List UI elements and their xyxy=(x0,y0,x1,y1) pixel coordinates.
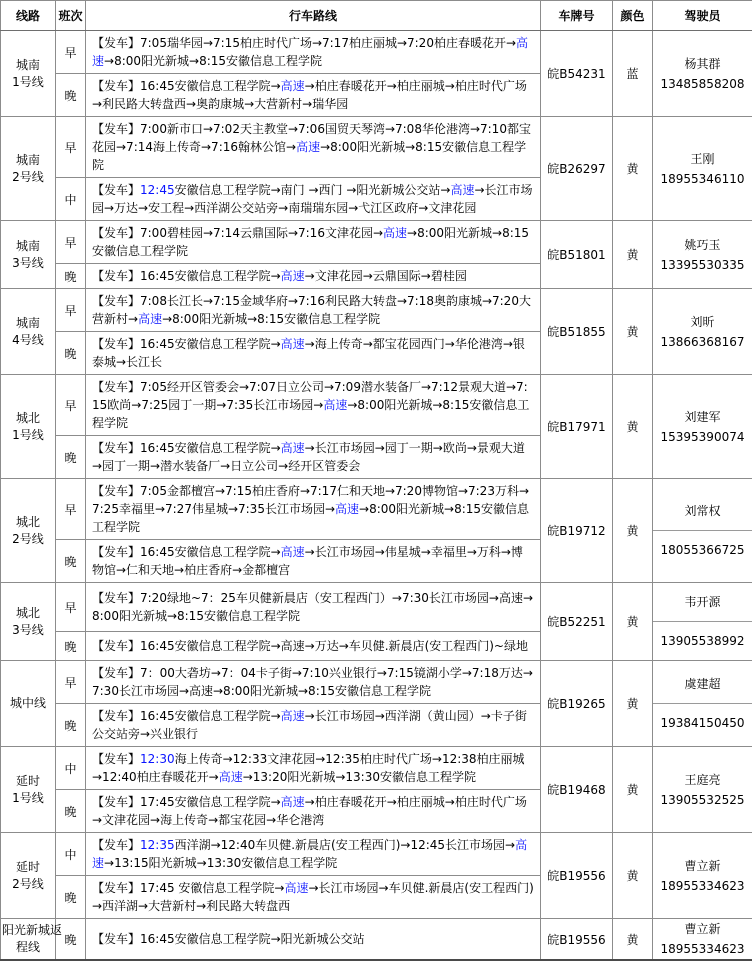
table-row xyxy=(1,221,752,264)
bus-color: 黄 xyxy=(613,375,653,479)
route-segment: 【发车】17:45 安徽信息工程学院→ xyxy=(92,881,284,895)
route-segment: 【发车】16:45安徽信息工程学院→高速→万达→车贝健.新晨店(安工程西门)~绿地 xyxy=(92,639,528,653)
driver-cell xyxy=(653,289,752,375)
shift-label: 早 xyxy=(56,221,86,264)
highlighted-route-text: 高速 xyxy=(335,502,359,516)
driver-name: 刘常权 xyxy=(653,492,752,531)
plate-number: 皖B17971 xyxy=(541,375,613,479)
line-name: 城南 4号线 xyxy=(1,289,56,375)
route-text xyxy=(86,833,541,876)
plate-number: 皖B52251 xyxy=(541,583,613,661)
shift-label: 早 xyxy=(56,117,86,178)
driver-cell xyxy=(653,583,752,661)
bus-color: 蓝 xyxy=(613,31,653,117)
table-row xyxy=(1,117,752,178)
driver-phone: 13866368167 xyxy=(653,332,752,352)
driver-name: 虞建超 xyxy=(653,665,752,704)
route-segment: 【发车】7:20绿地~7：25车贝健新晨店（安工程西门）→7:30长江市场园→高速→8:00阳光新城→8:15安徽信息工程学院 xyxy=(92,591,533,623)
bus-color: 黄 xyxy=(613,583,653,661)
driver-phone: 19384150450 xyxy=(653,704,752,742)
highlighted-route-text: 高速 xyxy=(281,795,305,809)
shift-label: 晚 xyxy=(56,264,86,289)
route-segment: 【发车】 xyxy=(92,752,140,766)
plate-number: 皖B54231 xyxy=(541,31,613,117)
table-row xyxy=(1,661,752,704)
line-name: 延时 1号线 xyxy=(1,747,56,833)
driver-phone: 13395530335 xyxy=(653,255,752,275)
table-row xyxy=(1,833,752,876)
route-text xyxy=(86,74,541,117)
route-text xyxy=(86,178,541,221)
column-header: 班次 xyxy=(56,1,86,31)
table-row xyxy=(1,747,752,790)
driver-phone: 18955346110 xyxy=(653,169,752,189)
route-segment: 安徽信息工程学院→南门 →西门 →阳光新城公交站→ xyxy=(175,183,451,197)
bus-color: 黄 xyxy=(613,479,653,583)
route-text xyxy=(86,117,541,178)
route-segment: →长江市场园→万达→安工程→西洋湖公交站旁→南瑞瑞东园→弋江区政府→文津花园 xyxy=(92,183,533,215)
line-name: 城北 3号线 xyxy=(1,583,56,661)
route-segment: →柏庄春暖花开→柏庄丽城→柏庄时代广场→文津花园→海上传奇→都宝花园→华仑港湾 xyxy=(92,795,527,827)
shift-label: 早 xyxy=(56,479,86,540)
route-text xyxy=(86,583,541,632)
highlighted-route-text: 高速 xyxy=(281,337,305,351)
shift-label: 中 xyxy=(56,178,86,221)
shift-label: 中 xyxy=(56,833,86,876)
header-row xyxy=(1,1,752,31)
shift-label: 早 xyxy=(56,31,86,74)
shift-label: 晚 xyxy=(56,540,86,583)
route-segment: →13:20阳光新城→13:30安徽信息工程学院 xyxy=(243,770,476,784)
table-row xyxy=(1,583,752,632)
route-text xyxy=(86,704,541,747)
route-segment: 【发车】16:45安徽信息工程学院→ xyxy=(92,709,281,723)
route-text xyxy=(86,375,541,436)
route-text xyxy=(86,876,541,919)
driver-phone: 18955334623 xyxy=(653,939,752,959)
route-segment: →长江市场园→伟星城→幸福里→万科→博物馆→仁和天地→柏庄香府→金都檀宫 xyxy=(92,545,523,577)
route-segment: 【发车】7:00新市口→7:02天主教堂→7:06国贸天琴湾→7:08华伦港湾→7:10都宝花园→7:14海上传奇→7:16翰林公馆→ xyxy=(92,122,531,154)
route-segment: →长江市场园→西洋湖（黄山园）→卡子街公交站旁→兴业银行 xyxy=(92,709,527,741)
plate-number: 皖B51801 xyxy=(541,221,613,289)
route-text xyxy=(86,632,541,661)
table-row xyxy=(1,375,752,436)
route-segment: 【发车】16:45安徽信息工程学院→ xyxy=(92,269,281,283)
driver-cell xyxy=(653,661,752,747)
driver-cell xyxy=(653,31,752,117)
table-row xyxy=(1,289,752,332)
route-text xyxy=(86,332,541,375)
driver-cell xyxy=(653,833,752,919)
plate-number: 皖B19556 xyxy=(541,833,613,919)
bus-color: 黄 xyxy=(613,221,653,289)
line-name: 城北 1号线 xyxy=(1,375,56,479)
driver-phone: 18955334623 xyxy=(653,876,752,896)
line-name: 城南 3号线 xyxy=(1,221,56,289)
bus-color: 黄 xyxy=(613,833,653,919)
route-segment: 【发车】 xyxy=(92,838,140,852)
route-text xyxy=(86,747,541,790)
line-name: 城北 2号线 xyxy=(1,479,56,583)
highlighted-route-text: 12:30 xyxy=(140,752,175,766)
shift-label: 晚 xyxy=(56,919,86,961)
column-header: 驾驶员 xyxy=(653,1,752,31)
route-segment: →柏庄春暖花开→柏庄丽城→柏庄时代广场→利民路大转盘西→奥韵康城→大营新村→瑞华园 xyxy=(92,79,527,111)
route-segment: →8:00阳光新城→8:15安徽信息工程学院 xyxy=(162,312,380,326)
route-segment: 【发车】16:45安徽信息工程学院→ xyxy=(92,79,281,93)
driver-name: 韦开源 xyxy=(653,583,752,622)
route-segment: →13:15阳光新城→13:30安徽信息工程学院 xyxy=(104,856,337,870)
highlighted-route-text: 高速 xyxy=(92,36,528,68)
highlighted-route-text: 12:45 xyxy=(140,183,175,197)
table-row xyxy=(1,31,752,74)
bus-color: 黄 xyxy=(613,289,653,375)
route-segment: →海上传奇→都宝花园西门→华伦港湾→银泰城→长江长 xyxy=(92,337,525,369)
table-row xyxy=(1,479,752,540)
driver-cell xyxy=(653,117,752,221)
route-segment: →8:00阳光新城→8:15安徽信息工程学院 xyxy=(104,54,322,68)
driver-name: 刘建军 xyxy=(653,407,752,427)
column-header: 颜色 xyxy=(613,1,653,31)
route-text xyxy=(86,540,541,583)
column-header: 行车路线 xyxy=(86,1,541,31)
route-segment: 海上传奇→12:33文津花园→12:35柏庄时代广场→12:38柏庄丽城→12:40柏庄春暖花开→ xyxy=(92,752,525,784)
bus-color: 黄 xyxy=(613,747,653,833)
route-segment: 【发车】16:45安徽信息工程学院→阳光新城公交站 xyxy=(92,932,365,946)
driver-phone: 18055366725 xyxy=(653,531,752,569)
route-text xyxy=(86,221,541,264)
route-segment: 【发车】7:08长江长→7:15金域华府→7:16利民路大转盘→7:18奥韵康城→7:20大营新村→ xyxy=(92,294,531,326)
line-name: 城南 2号线 xyxy=(1,117,56,221)
plate-number: 皖B19556 xyxy=(541,919,613,961)
plate-number: 皖B26297 xyxy=(541,117,613,221)
driver-cell xyxy=(653,221,752,289)
driver-name: 姚巧玉 xyxy=(653,235,752,255)
shift-label: 晚 xyxy=(56,74,86,117)
route-segment: 【发车】7：00大砻坊→7：04卡子街→7:10兴业银行→7:15镜湖小学→7:18万达→7:30长江市场园→高速→8:00阳光新城→8:15安徽信息工程学院 xyxy=(92,666,533,698)
route-text xyxy=(86,264,541,289)
shift-label: 早 xyxy=(56,583,86,632)
highlighted-route-text: 12:35 xyxy=(140,838,175,852)
highlighted-route-text: 高速 xyxy=(383,226,407,240)
driver-name: 杨其群 xyxy=(653,54,752,74)
route-segment: 【发车】7:00碧桂园→7:14云鼎国际→7:16文津花园→ xyxy=(92,226,383,240)
highlighted-route-text: 高速 xyxy=(92,838,527,870)
route-segment: 【发车】16:45安徽信息工程学院→ xyxy=(92,337,281,351)
shift-label: 晚 xyxy=(56,632,86,661)
route-segment: 【发车】16:45安徽信息工程学院→ xyxy=(92,545,281,559)
shift-label: 晚 xyxy=(56,704,86,747)
driver-name: 曹立新 xyxy=(653,919,752,939)
route-text xyxy=(86,479,541,540)
shift-label: 早 xyxy=(56,661,86,704)
route-segment: 【发车】7:05经开区管委会→7:07日立公司→7:09潜水装备厂→7:12景观大道→7:15欧尚→7:25园丁一期→7:35长江市场园→ xyxy=(92,380,528,412)
plate-number: 皖B19712 xyxy=(541,479,613,583)
route-segment: 【发车】7:05瑞华园→7:15柏庄时代广场→7:17柏庄丽城→7:20柏庄春暖花开→ xyxy=(92,36,516,50)
line-name: 城南 1号线 xyxy=(1,31,56,117)
route-text xyxy=(86,919,541,961)
line-name: 城中线 xyxy=(1,661,56,747)
route-segment: →长江市场园→园丁一期→欧尚→景观大道→园丁一期→潜水装备厂→日立公司→经开区管委会 xyxy=(92,441,525,473)
shift-label: 晚 xyxy=(56,436,86,479)
driver-phone: 13905538992 xyxy=(653,622,752,660)
shift-label: 晚 xyxy=(56,790,86,833)
driver-phone: 13905532525 xyxy=(653,790,752,810)
driver-cell xyxy=(653,919,752,961)
highlighted-route-text: 高速 xyxy=(450,183,474,197)
route-text xyxy=(86,436,541,479)
plate-number: 皖B51855 xyxy=(541,289,613,375)
driver-name: 王刚 xyxy=(653,149,752,169)
table-row xyxy=(1,919,752,961)
route-segment: 西洋湖→12:40车贝健.新晨店(安工程西门)→12:45长江市场园→ xyxy=(175,838,516,852)
line-name: 阳光新城返 程线 xyxy=(1,919,56,961)
route-segment: 【发车】16:45安徽信息工程学院→ xyxy=(92,441,281,455)
highlighted-route-text: 高速 xyxy=(281,709,305,723)
driver-name: 曹立新 xyxy=(653,856,752,876)
route-text xyxy=(86,790,541,833)
route-segment: →8:00阳光新城→8:15安徽信息工程学院 xyxy=(92,226,529,258)
highlighted-route-text: 高速 xyxy=(281,269,305,283)
highlighted-route-text: 高速 xyxy=(219,770,243,784)
plate-number: 皖B19468 xyxy=(541,747,613,833)
driver-cell xyxy=(653,747,752,833)
route-segment: 【发车】7:05金都檀宫→7:15柏庄香府→7:17仁和天地→7:20博物馆→7:23万科→7:25幸福里→7:27伟星城→7:35长江市场园→ xyxy=(92,484,529,516)
line-name: 延时 2号线 xyxy=(1,833,56,919)
highlighted-route-text: 高速 xyxy=(281,545,305,559)
bus-color: 黄 xyxy=(613,117,653,221)
table-body xyxy=(1,31,752,961)
route-segment: →8:00阳光新城→8:15安徽信息工程学院 xyxy=(92,140,526,172)
shift-label: 晚 xyxy=(56,876,86,919)
route-segment: 【发车】 xyxy=(92,183,140,197)
route-segment: 【发车】17:45安徽信息工程学院→ xyxy=(92,795,281,809)
driver-phone: 13485858208 xyxy=(653,74,752,94)
highlighted-route-text: 高速 xyxy=(281,79,305,93)
driver-name: 刘昕 xyxy=(653,312,752,332)
highlighted-route-text: 高速 xyxy=(138,312,162,326)
highlighted-route-text: 高速 xyxy=(296,140,320,154)
shift-label: 早 xyxy=(56,289,86,332)
route-text xyxy=(86,31,541,74)
route-text xyxy=(86,289,541,332)
bus-color: 黄 xyxy=(613,919,653,961)
route-segment: →长江市场园→车贝健.新晨店(安工程西门)→西洋湖→大营新村→利民路大转盘西 xyxy=(92,881,534,913)
bus-color: 黄 xyxy=(613,661,653,747)
driver-phone: 15395390074 xyxy=(653,427,752,447)
column-header: 车牌号 xyxy=(541,1,613,31)
route-text xyxy=(86,661,541,704)
plate-number: 皖B19265 xyxy=(541,661,613,747)
highlighted-route-text: 高速 xyxy=(323,398,347,412)
driver-cell xyxy=(653,375,752,479)
route-segment: →8:00阳光新城→8:15安徽信息工程学院 xyxy=(92,502,529,534)
highlighted-route-text: 高速 xyxy=(281,441,305,455)
shift-label: 晚 xyxy=(56,332,86,375)
driver-name: 王庭亮 xyxy=(653,770,752,790)
column-header: 线路 xyxy=(1,1,56,31)
driver-cell xyxy=(653,479,752,583)
route-segment: →8:00阳光新城→8:15安徽信息工程学院 xyxy=(92,398,529,430)
highlighted-route-text: 高速 xyxy=(284,881,308,895)
shift-label: 中 xyxy=(56,747,86,790)
route-segment: →文津花园→云鼎国际→碧桂园 xyxy=(305,269,467,283)
shift-label: 早 xyxy=(56,375,86,436)
